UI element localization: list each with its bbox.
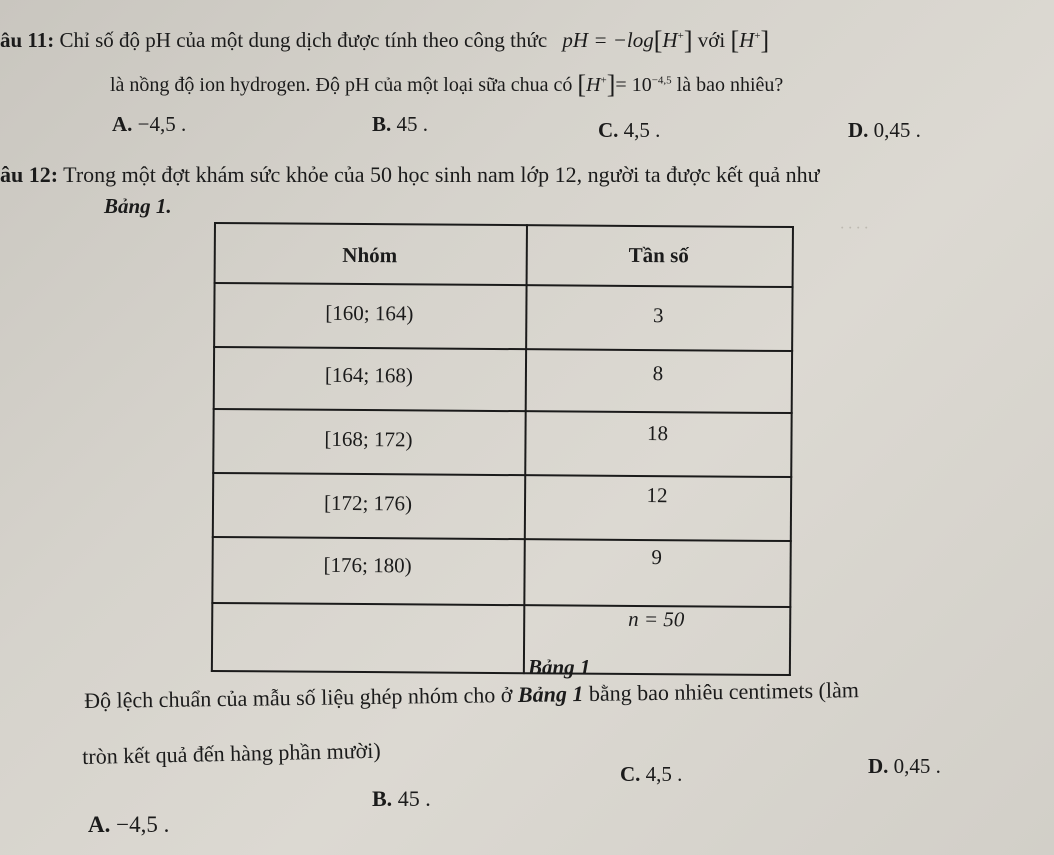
table-border xyxy=(213,346,793,352)
q12-answer-d[interactable]: D. 0,45 . xyxy=(868,754,941,778)
q11-answer-d[interactable]: D. 0,45 . xyxy=(848,118,921,142)
table-header-frequency: Tần số xyxy=(628,242,689,268)
q11-formula-lhs: pH = −log xyxy=(562,28,654,52)
q11-with: với xyxy=(697,28,726,52)
table-border-top xyxy=(214,222,794,228)
table-caption: Bảng 1 xyxy=(528,655,591,679)
table-border-header xyxy=(214,282,794,288)
q11-exponent: −4,5 xyxy=(651,74,672,87)
q11-text-line1: Chỉ số độ pH của một dung dịch được tính theo công thức xyxy=(59,28,548,52)
q11-answer-b[interactable]: B. 45 . xyxy=(372,112,429,136)
q12-line1 xyxy=(0,162,820,188)
table-cell-frequency: 3 xyxy=(653,303,664,328)
table-cell-frequency: 9 xyxy=(651,545,663,570)
q12-answer-b[interactable]: B. 45 . xyxy=(372,786,431,811)
q11-plus-2: + xyxy=(754,30,761,42)
q11-plus: + xyxy=(677,30,684,42)
q12-text-line1: Trong một đợt khám sức khỏe của 50 học sinh nam lớp 12, người ta được kết quả như xyxy=(63,162,820,187)
q11-text-line2b: là bao nhiêu? xyxy=(676,74,784,96)
q12-prompt-line2: tròn kết quả đến hàng phần mười) xyxy=(82,737,381,769)
table-cell-group-empty xyxy=(211,620,523,622)
q11-h-symbol: H xyxy=(662,28,678,52)
q12-answer-a[interactable]: A. −4,5 . xyxy=(88,812,170,837)
frequency-table xyxy=(211,222,794,676)
q11-line2: là nồng độ ion hydrogen. Độ pH của một loại sữa chua có $[H^+]= 10^{-4,5}$ là bao nhiêu? xyxy=(110,70,784,99)
table-cell-total: n = 50 xyxy=(628,606,685,632)
q12-answer-c[interactable]: C. 4,5 . xyxy=(620,762,683,786)
q12-prompt-b: bằng bao nhiêu centimets (làm xyxy=(588,677,860,706)
table-border xyxy=(212,536,792,542)
q12-table-ref: Bảng 1. xyxy=(104,194,172,218)
q12-prompt-line1 xyxy=(84,677,859,714)
table-cell-group: [168; 172) xyxy=(324,426,413,452)
q12-prompt-a: Độ lệch chuẩn của mẫu số liệu ghép nhóm cho ở xyxy=(84,682,513,713)
table-header-group: Nhóm xyxy=(342,242,398,268)
table-border-bottom xyxy=(211,670,791,676)
q11-label: âu 11: xyxy=(0,28,55,52)
q12-prompt-ref: Bảng 1 xyxy=(517,681,584,707)
table-cell-frequency: 12 xyxy=(646,483,668,508)
q11-plus-3: + xyxy=(600,74,607,87)
q11-eq-10: = 10 xyxy=(615,74,652,96)
q11-line1: âu 11: Chỉ số độ pH của một dung dịch được tính theo công thức pH = −log[H+] với [H+] xyxy=(0,26,770,55)
table-border xyxy=(212,472,792,478)
q11-text-line2a: là nồng độ ion hydrogen. Độ pH của một loại sữa chua có xyxy=(110,74,573,96)
bleed-through-text: · · · · xyxy=(840,220,868,237)
q11-h-symbol-3: H xyxy=(586,74,601,96)
q12-label: âu 12: xyxy=(0,162,59,187)
q11-answer-c[interactable]: C. 4,5 . xyxy=(598,118,661,142)
table-cell-group: [172; 176) xyxy=(323,490,413,516)
table-cell-group: [176; 180) xyxy=(323,552,412,578)
table-cell-frequency: 8 xyxy=(652,361,664,386)
table-cell-group: [160; 164) xyxy=(325,300,414,326)
table-border-right xyxy=(789,226,794,676)
table-cell-frequency: 18 xyxy=(646,421,669,446)
q11-h-symbol-2: H xyxy=(739,28,755,52)
q11-answer-a[interactable]: A. −4,5 . xyxy=(112,112,187,136)
table-cell-group: [164; 168) xyxy=(324,362,414,388)
table-border xyxy=(213,408,793,414)
